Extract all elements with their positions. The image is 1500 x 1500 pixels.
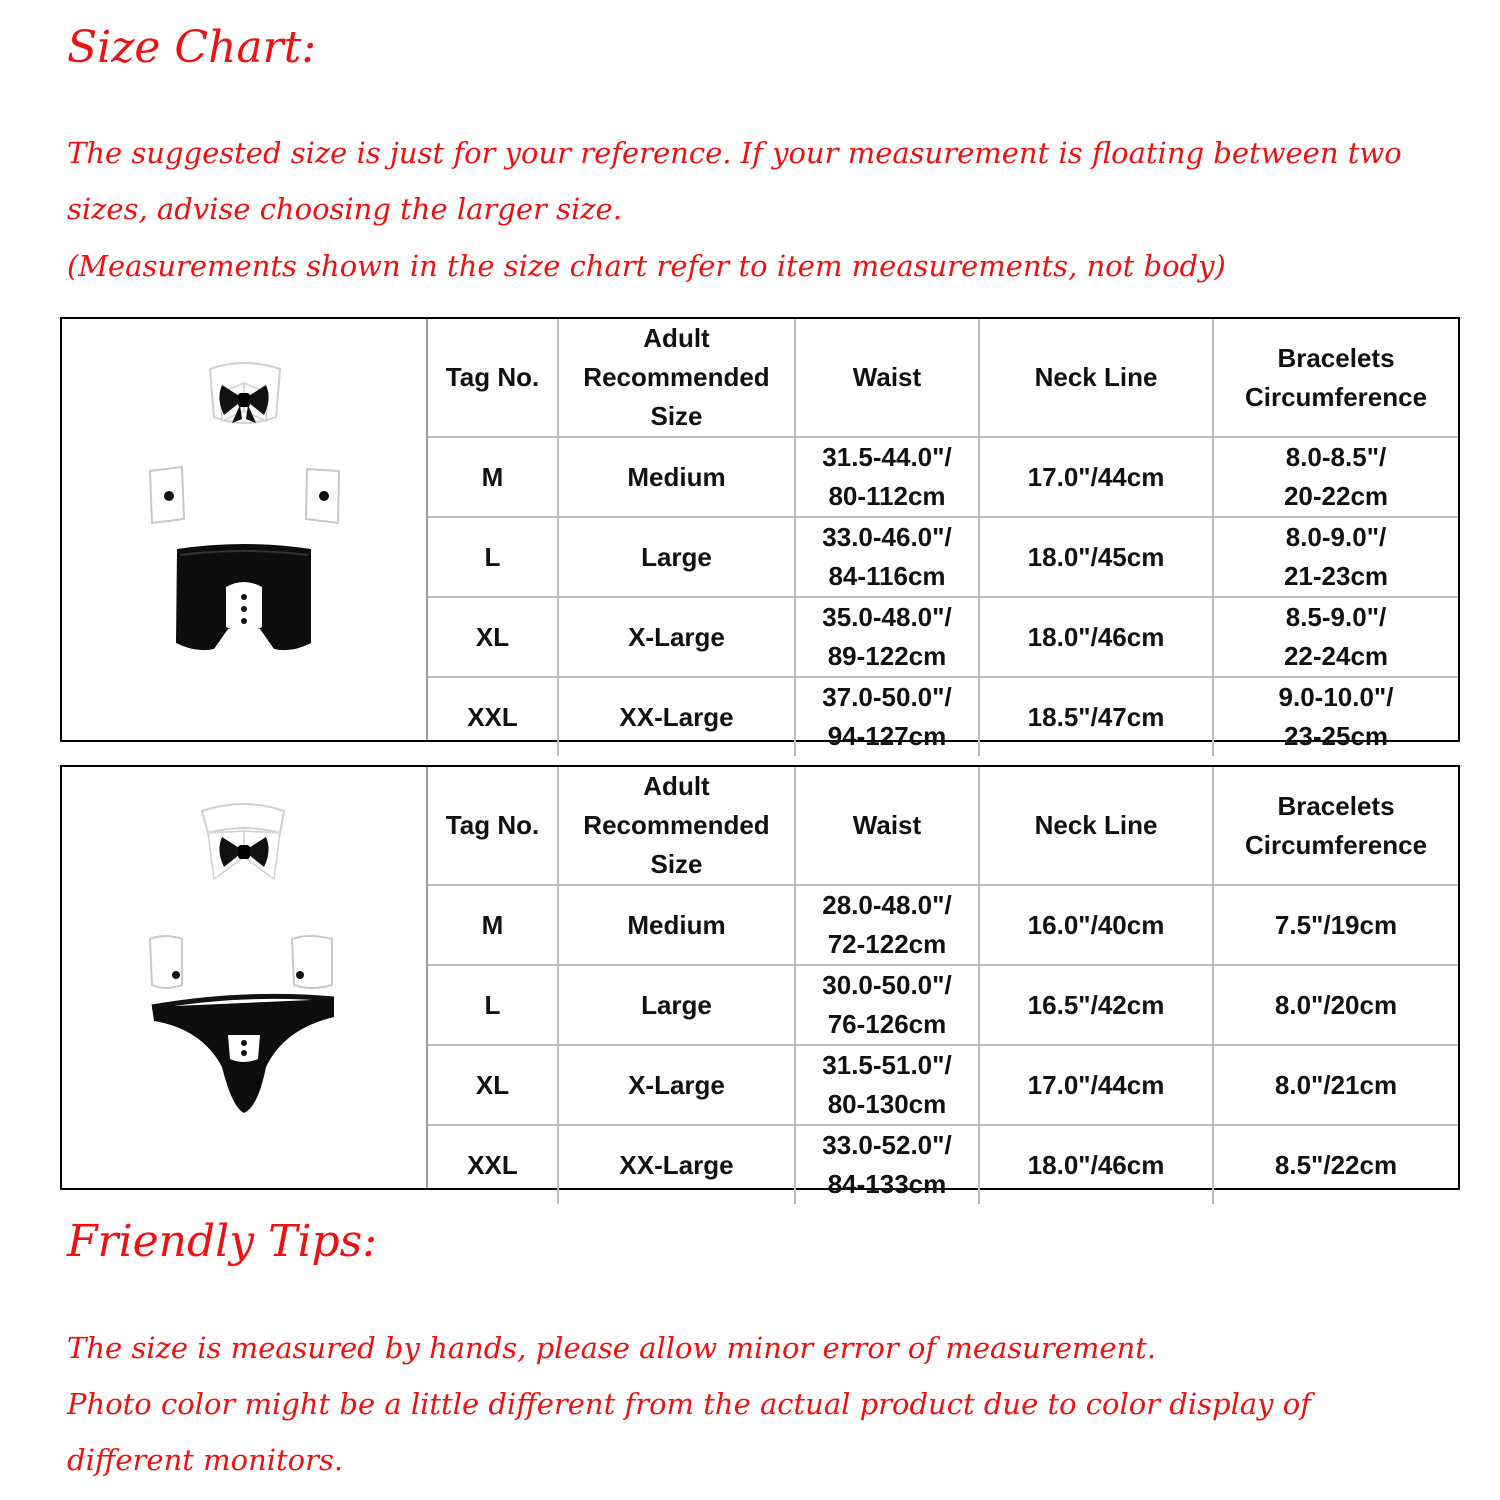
waist-cm: 72-122cm: [827, 929, 947, 959]
size-cell: Large: [558, 965, 795, 1045]
waist-cell: [795, 677, 979, 756]
waist-cell: [795, 1125, 979, 1204]
size-chart-boxer-set: [60, 317, 1460, 751]
waist-cell: [795, 597, 979, 677]
waist-cm: 80-112cm: [828, 481, 946, 511]
header-recommended-size: [558, 319, 795, 437]
tag-cell: XXL: [428, 677, 558, 756]
waist-cell: [795, 437, 979, 517]
friendly-tips-heading: Friendly Tips:: [67, 1216, 378, 1267]
header-row: [428, 319, 1458, 437]
header-neck-line: Neck Line: [979, 767, 1213, 885]
neck-cell: 16.0"/40cm: [979, 885, 1213, 965]
bracelet-cm: 23-25cm: [1283, 721, 1389, 751]
product-image-cell: [62, 767, 428, 1188]
header-line: Adult: [643, 323, 710, 353]
tag-cell: L: [428, 965, 558, 1045]
header-bracelets: [1213, 319, 1458, 437]
waist-cell: [795, 517, 979, 597]
size-cell: Medium: [558, 437, 795, 517]
waist-cm: 84-116cm: [828, 561, 946, 591]
bracelet-cell: 7.5"/19cm: [1213, 885, 1458, 965]
header-line: Size: [650, 849, 703, 879]
neck-cell: 18.0"/46cm: [979, 1125, 1213, 1204]
bracelet-cell: [1213, 517, 1458, 597]
collar-bowtie-image: [202, 804, 284, 879]
tag-cell: XL: [428, 1045, 558, 1125]
intro-line-2: sizes, advise choosing the larger size.: [67, 192, 622, 226]
header-line: Circumference: [1244, 829, 1428, 860]
cuffs-image: [150, 936, 332, 988]
table-row: [428, 597, 1458, 677]
waist-in: 30.0-50.0"/: [822, 970, 952, 1000]
waist-cell: [795, 965, 979, 1045]
waist-in: 37.0-50.0"/: [822, 682, 952, 712]
header-tag-no: Tag No.: [428, 767, 558, 885]
header-line: Size: [650, 401, 703, 431]
table-row: [428, 965, 1458, 1045]
size-cell: X-Large: [558, 1045, 795, 1125]
bracelet-in: 8.5-9.0"/: [1285, 602, 1387, 632]
bracelet-in: 9.0-10.0"/: [1278, 682, 1394, 712]
tag-cell: L: [428, 517, 558, 597]
thong-image: [152, 996, 334, 1113]
neck-cell: 17.0"/44cm: [979, 437, 1213, 517]
waist-cm: 76-126cm: [827, 1009, 947, 1039]
bracelet-cell: [1213, 597, 1458, 677]
bracelet-cell: 8.0"/20cm: [1213, 965, 1458, 1045]
product-image-cell: [62, 319, 428, 740]
table-row: [428, 677, 1458, 756]
size-chart-heading: Size Chart:: [67, 22, 317, 73]
header-bracelets: [1213, 767, 1458, 885]
header-line: Adult: [643, 771, 710, 801]
header-neck-line: Neck Line: [979, 319, 1213, 437]
table-row: [428, 885, 1458, 965]
header-line: Bracelets: [1277, 342, 1395, 373]
boxer-briefs-image: [176, 544, 311, 650]
tag-cell: M: [428, 437, 558, 517]
intro-line-3: (Measurements shown in the size chart refer to item measurements, not body): [67, 249, 1226, 283]
waist-in: 31.5-51.0"/: [822, 1050, 952, 1080]
waist-in: 33.0-46.0"/: [822, 522, 952, 552]
size-cell: Large: [558, 517, 795, 597]
table-row: [428, 517, 1458, 597]
header-line: Recommended: [583, 810, 770, 840]
waist-cm: 89-122cm: [827, 641, 947, 671]
neck-cell: 18.0"/46cm: [979, 597, 1213, 677]
waist-in: 35.0-48.0"/: [822, 602, 952, 632]
waist-in: 33.0-52.0"/: [822, 1130, 952, 1160]
waist-in: 28.0-48.0"/: [822, 890, 952, 920]
waist-cm: 80-130cm: [827, 1089, 947, 1119]
neck-cell: 18.5"/47cm: [979, 677, 1213, 756]
bracelet-cm: 21-23cm: [1283, 561, 1389, 591]
bracelet-cell: 8.0"/21cm: [1213, 1045, 1458, 1125]
tag-cell: XL: [428, 597, 558, 677]
waist-cell: [795, 885, 979, 965]
cuffs-image: [150, 467, 339, 523]
tip-line-3: different monitors.: [67, 1443, 344, 1477]
bracelet-in: 8.0-9.0"/: [1285, 522, 1387, 552]
table-row: [428, 1045, 1458, 1125]
waist-in: 31.5-44.0"/: [822, 442, 952, 472]
size-chart-thong-set: [60, 765, 1460, 1199]
table-row: [428, 437, 1458, 517]
header-tag-no: Tag No.: [428, 319, 558, 437]
header-line: Recommended: [583, 362, 770, 392]
collar-bowtie-image: [210, 363, 280, 423]
waist-cm: 94-127cm: [827, 721, 947, 751]
header-line: Bracelets: [1277, 790, 1395, 821]
neck-cell: 16.5"/42cm: [979, 965, 1213, 1045]
bracelet-cell: [1213, 437, 1458, 517]
header-recommended-size: [558, 767, 795, 885]
intro-line-1: The suggested size is just for your reference. If your measurement is floating between two: [67, 136, 1402, 170]
header-row: [428, 767, 1458, 885]
size-cell: Medium: [558, 885, 795, 965]
size-cell: XX-Large: [558, 1125, 795, 1204]
product-image-thong-set: [62, 767, 426, 1188]
bracelet-in: 8.0-8.5"/: [1285, 442, 1387, 472]
bracelet-cell: 8.5"/22cm: [1213, 1125, 1458, 1204]
table-row: [428, 1125, 1458, 1204]
neck-cell: 18.0"/45cm: [979, 517, 1213, 597]
waist-cell: [795, 1045, 979, 1125]
bracelet-cell: [1213, 677, 1458, 756]
size-table-1: [428, 319, 1458, 756]
header-line: Circumference: [1244, 381, 1428, 412]
tag-cell: M: [428, 885, 558, 965]
bracelet-cm: 20-22cm: [1283, 481, 1389, 511]
size-table-2: [428, 767, 1458, 1204]
tip-line-2: Photo color might be a little different from the actual product due to color display of: [67, 1387, 1311, 1421]
waist-cm: 84-133cm: [827, 1169, 947, 1199]
header-waist: Waist: [795, 767, 979, 885]
size-cell: X-Large: [558, 597, 795, 677]
header-waist: Waist: [795, 319, 979, 437]
neck-cell: 17.0"/44cm: [979, 1045, 1213, 1125]
tip-line-1: The size is measured by hands, please allow minor error of measurement.: [67, 1331, 1157, 1365]
size-cell: XX-Large: [558, 677, 795, 756]
tag-cell: XXL: [428, 1125, 558, 1204]
bracelet-cm: 22-24cm: [1283, 641, 1389, 671]
product-image-boxer-set: [62, 319, 426, 740]
